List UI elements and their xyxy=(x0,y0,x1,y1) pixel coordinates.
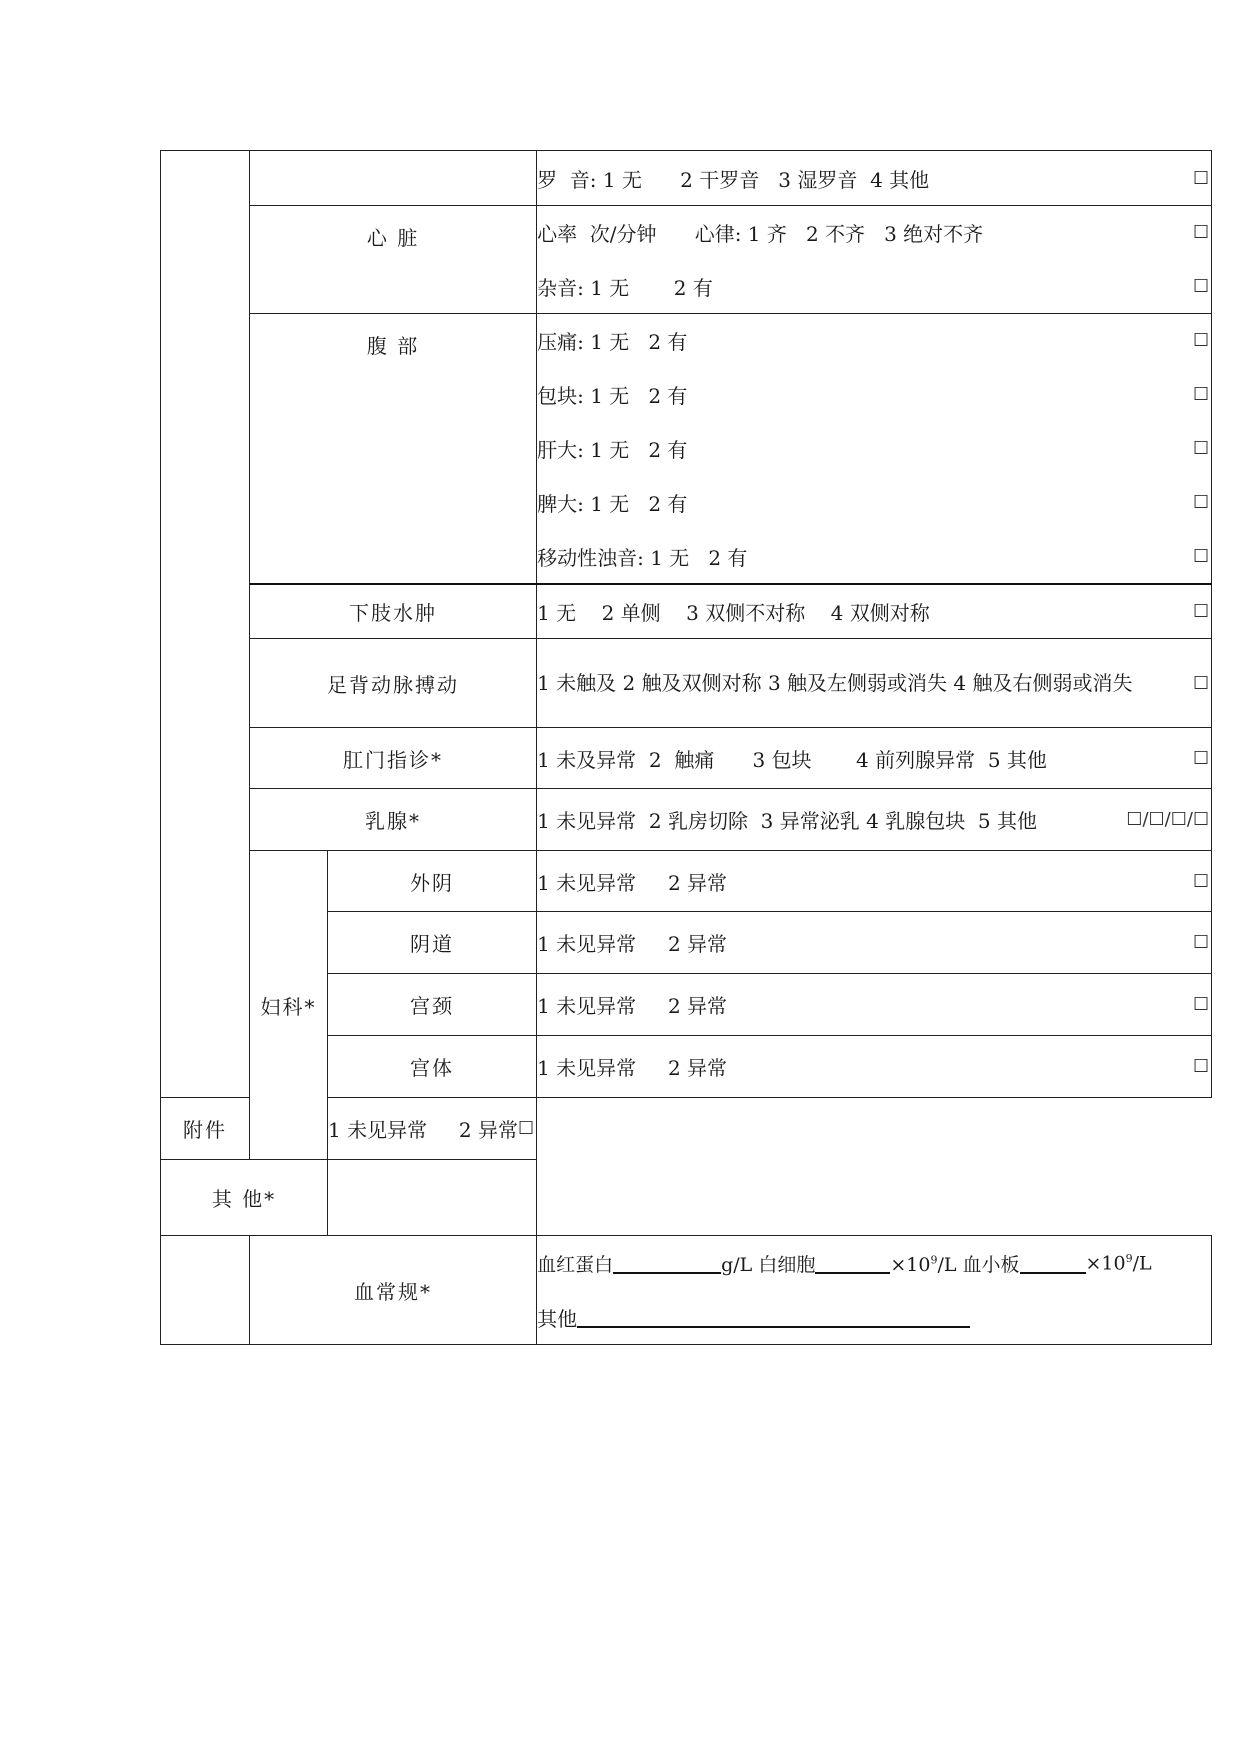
shifting-dullness-checkbox[interactable]: ☐ xyxy=(1192,545,1210,567)
hemoglobin-field[interactable] xyxy=(613,1252,721,1274)
label-gyn-uterus: 宫体 xyxy=(328,1036,537,1098)
breast-checkboxes[interactable]: ☐/☐/☐/☐ xyxy=(1126,809,1210,830)
abdomen-hepatomegaly: 肝大: 1 无 2 有 xyxy=(537,438,688,462)
content-gyn-vulva xyxy=(537,851,1212,912)
content-abdomen-dullness xyxy=(537,530,1212,584)
row-abdomen-1 xyxy=(161,314,1212,368)
heart-rhythm-checkbox[interactable]: ☐ xyxy=(1192,222,1210,244)
hepatomegaly-checkbox[interactable]: ☐ xyxy=(1192,438,1210,459)
label-abdomen: 腹 部 xyxy=(250,314,537,584)
dorsalis-pulse-checkbox[interactable]: ☐ xyxy=(1192,672,1210,694)
row-breast xyxy=(161,789,1212,851)
dre-options: 1 未及异常 2 触痛 3 包块 4 前列腺异常 5 其他 xyxy=(537,747,1047,772)
label-gynecology: 妇科* xyxy=(250,851,328,1160)
edema-checkbox[interactable]: ☐ xyxy=(1192,600,1210,622)
row-dre xyxy=(161,728,1212,789)
gyn-cervix-checkbox[interactable]: ☐ xyxy=(1192,994,1210,1015)
content-gyn-adnexa xyxy=(328,1098,537,1160)
edema-options: 1 无 2 单侧 3 双侧不对称 4 双侧对称 xyxy=(537,600,930,625)
wbc-unit: $\times 10^9/L$ 血小板 xyxy=(890,1253,1020,1276)
content-dorsalis-pulse xyxy=(537,639,1212,728)
rales-options: 罗 音: 1 无 2 干罗音 3 湿罗音 4 其他 xyxy=(537,167,930,192)
gyn-adnexa-checkbox[interactable]: ☐ xyxy=(517,1118,535,1139)
hemoglobin-unit: g/L 白细胞 xyxy=(721,1253,816,1276)
label-gyn-vagina: 阴道 xyxy=(328,912,537,974)
label-other: 其 他* xyxy=(161,1160,328,1236)
row-dorsalis-pulse xyxy=(161,639,1212,728)
row-heart-1 xyxy=(161,206,1212,260)
abdomen-shifting-dullness: 移动性浊音: 1 无 2 有 xyxy=(537,545,748,570)
label-dorsalis-pulse: 足背动脉搏动 xyxy=(250,639,537,728)
label-breast: 乳腺* xyxy=(250,789,537,851)
gyn-vagina-options: 1 未见异常 2 异常 xyxy=(537,932,728,956)
label-rales-empty xyxy=(250,151,537,206)
blood-other-label: 其他 xyxy=(537,1306,578,1331)
blood-other-field[interactable] xyxy=(577,1306,970,1328)
gyn-adnexa-options: 1 未见异常 2 异常 xyxy=(328,1118,518,1142)
label-heart: 心 脏 xyxy=(250,206,537,314)
content-blood-routine xyxy=(537,1236,1212,1345)
section-cell-lab xyxy=(161,1236,250,1345)
content-gyn-vagina xyxy=(537,912,1212,974)
label-dre: 肛门指诊* xyxy=(250,728,537,789)
tenderness-checkbox[interactable]: ☐ xyxy=(1192,330,1210,352)
content-rales xyxy=(537,151,1212,206)
dre-checkbox[interactable]: ☐ xyxy=(1192,747,1210,769)
splenomegaly-checkbox[interactable]: ☐ xyxy=(1192,492,1210,513)
content-breast xyxy=(537,789,1212,851)
label-gyn-adnexa: 附件 xyxy=(161,1098,250,1160)
row-other xyxy=(161,1160,1212,1236)
heart-murmur-checkbox[interactable]: ☐ xyxy=(1192,275,1210,297)
label-gyn-vulva: 外阴 xyxy=(328,851,537,912)
content-heart-murmur xyxy=(537,260,1212,314)
row-edema xyxy=(161,584,1212,639)
exam-form-table xyxy=(160,150,1212,1345)
label-gyn-cervix: 宫颈 xyxy=(328,974,537,1036)
heart-murmur: 杂音: 1 无 2 有 xyxy=(537,275,713,300)
label-blood-routine: 血常规* xyxy=(250,1236,537,1345)
abdomen-splenomegaly: 脾大: 1 无 2 有 xyxy=(537,492,688,516)
row-blood-routine xyxy=(161,1236,1212,1345)
rales-checkbox[interactable]: ☐ xyxy=(1192,167,1210,189)
row-gyn-vulva xyxy=(161,851,1212,912)
content-other-field[interactable] xyxy=(328,1160,537,1236)
wbc-field[interactable] xyxy=(815,1252,890,1274)
content-gyn-cervix xyxy=(537,974,1212,1036)
platelet-field[interactable] xyxy=(1020,1252,1086,1274)
dorsalis-pulse-options: 1 未触及 2 触及双侧对称 3 触及左侧弱或消失 4 触及右侧弱或消失 xyxy=(537,671,1133,695)
abdomen-mass: 包块: 1 无 2 有 xyxy=(537,384,688,408)
gyn-cervix-options: 1 未见异常 2 异常 xyxy=(537,994,728,1018)
gyn-vulva-options: 1 未见异常 2 异常 xyxy=(537,870,728,895)
gyn-vagina-checkbox[interactable]: ☐ xyxy=(1192,932,1210,953)
mass-checkbox[interactable]: ☐ xyxy=(1192,384,1210,405)
gyn-uterus-checkbox[interactable]: ☐ xyxy=(1192,1056,1210,1077)
content-abdomen-spleen xyxy=(537,476,1212,530)
label-edema: 下肢水肿 xyxy=(250,584,537,639)
platelet-unit: $\times 10^9/L$ xyxy=(1085,1251,1152,1275)
row-rales xyxy=(161,151,1212,206)
hemoglobin-label: 血红蛋白 xyxy=(537,1253,614,1276)
content-abdomen-mass xyxy=(537,368,1212,422)
gyn-vulva-checkbox[interactable]: ☐ xyxy=(1192,870,1210,892)
content-heart-rate xyxy=(537,206,1212,260)
breast-options: 1 未见异常 2 乳房切除 3 异常泌乳 4 乳腺包块 5 其他 xyxy=(537,809,1038,833)
content-abdomen-tenderness xyxy=(537,314,1212,368)
section-cell-physical xyxy=(161,151,250,1098)
content-gyn-uterus xyxy=(537,1036,1212,1098)
content-dre xyxy=(537,728,1212,789)
content-abdomen-liver xyxy=(537,422,1212,476)
heart-rate-rhythm: 心率 次/分钟 心律: 1 齐 2 不齐 3 绝对不齐 xyxy=(537,222,984,247)
abdomen-tenderness: 压痛: 1 无 2 有 xyxy=(537,330,688,355)
gyn-uterus-options: 1 未见异常 2 异常 xyxy=(537,1056,728,1080)
content-edema xyxy=(537,584,1212,639)
